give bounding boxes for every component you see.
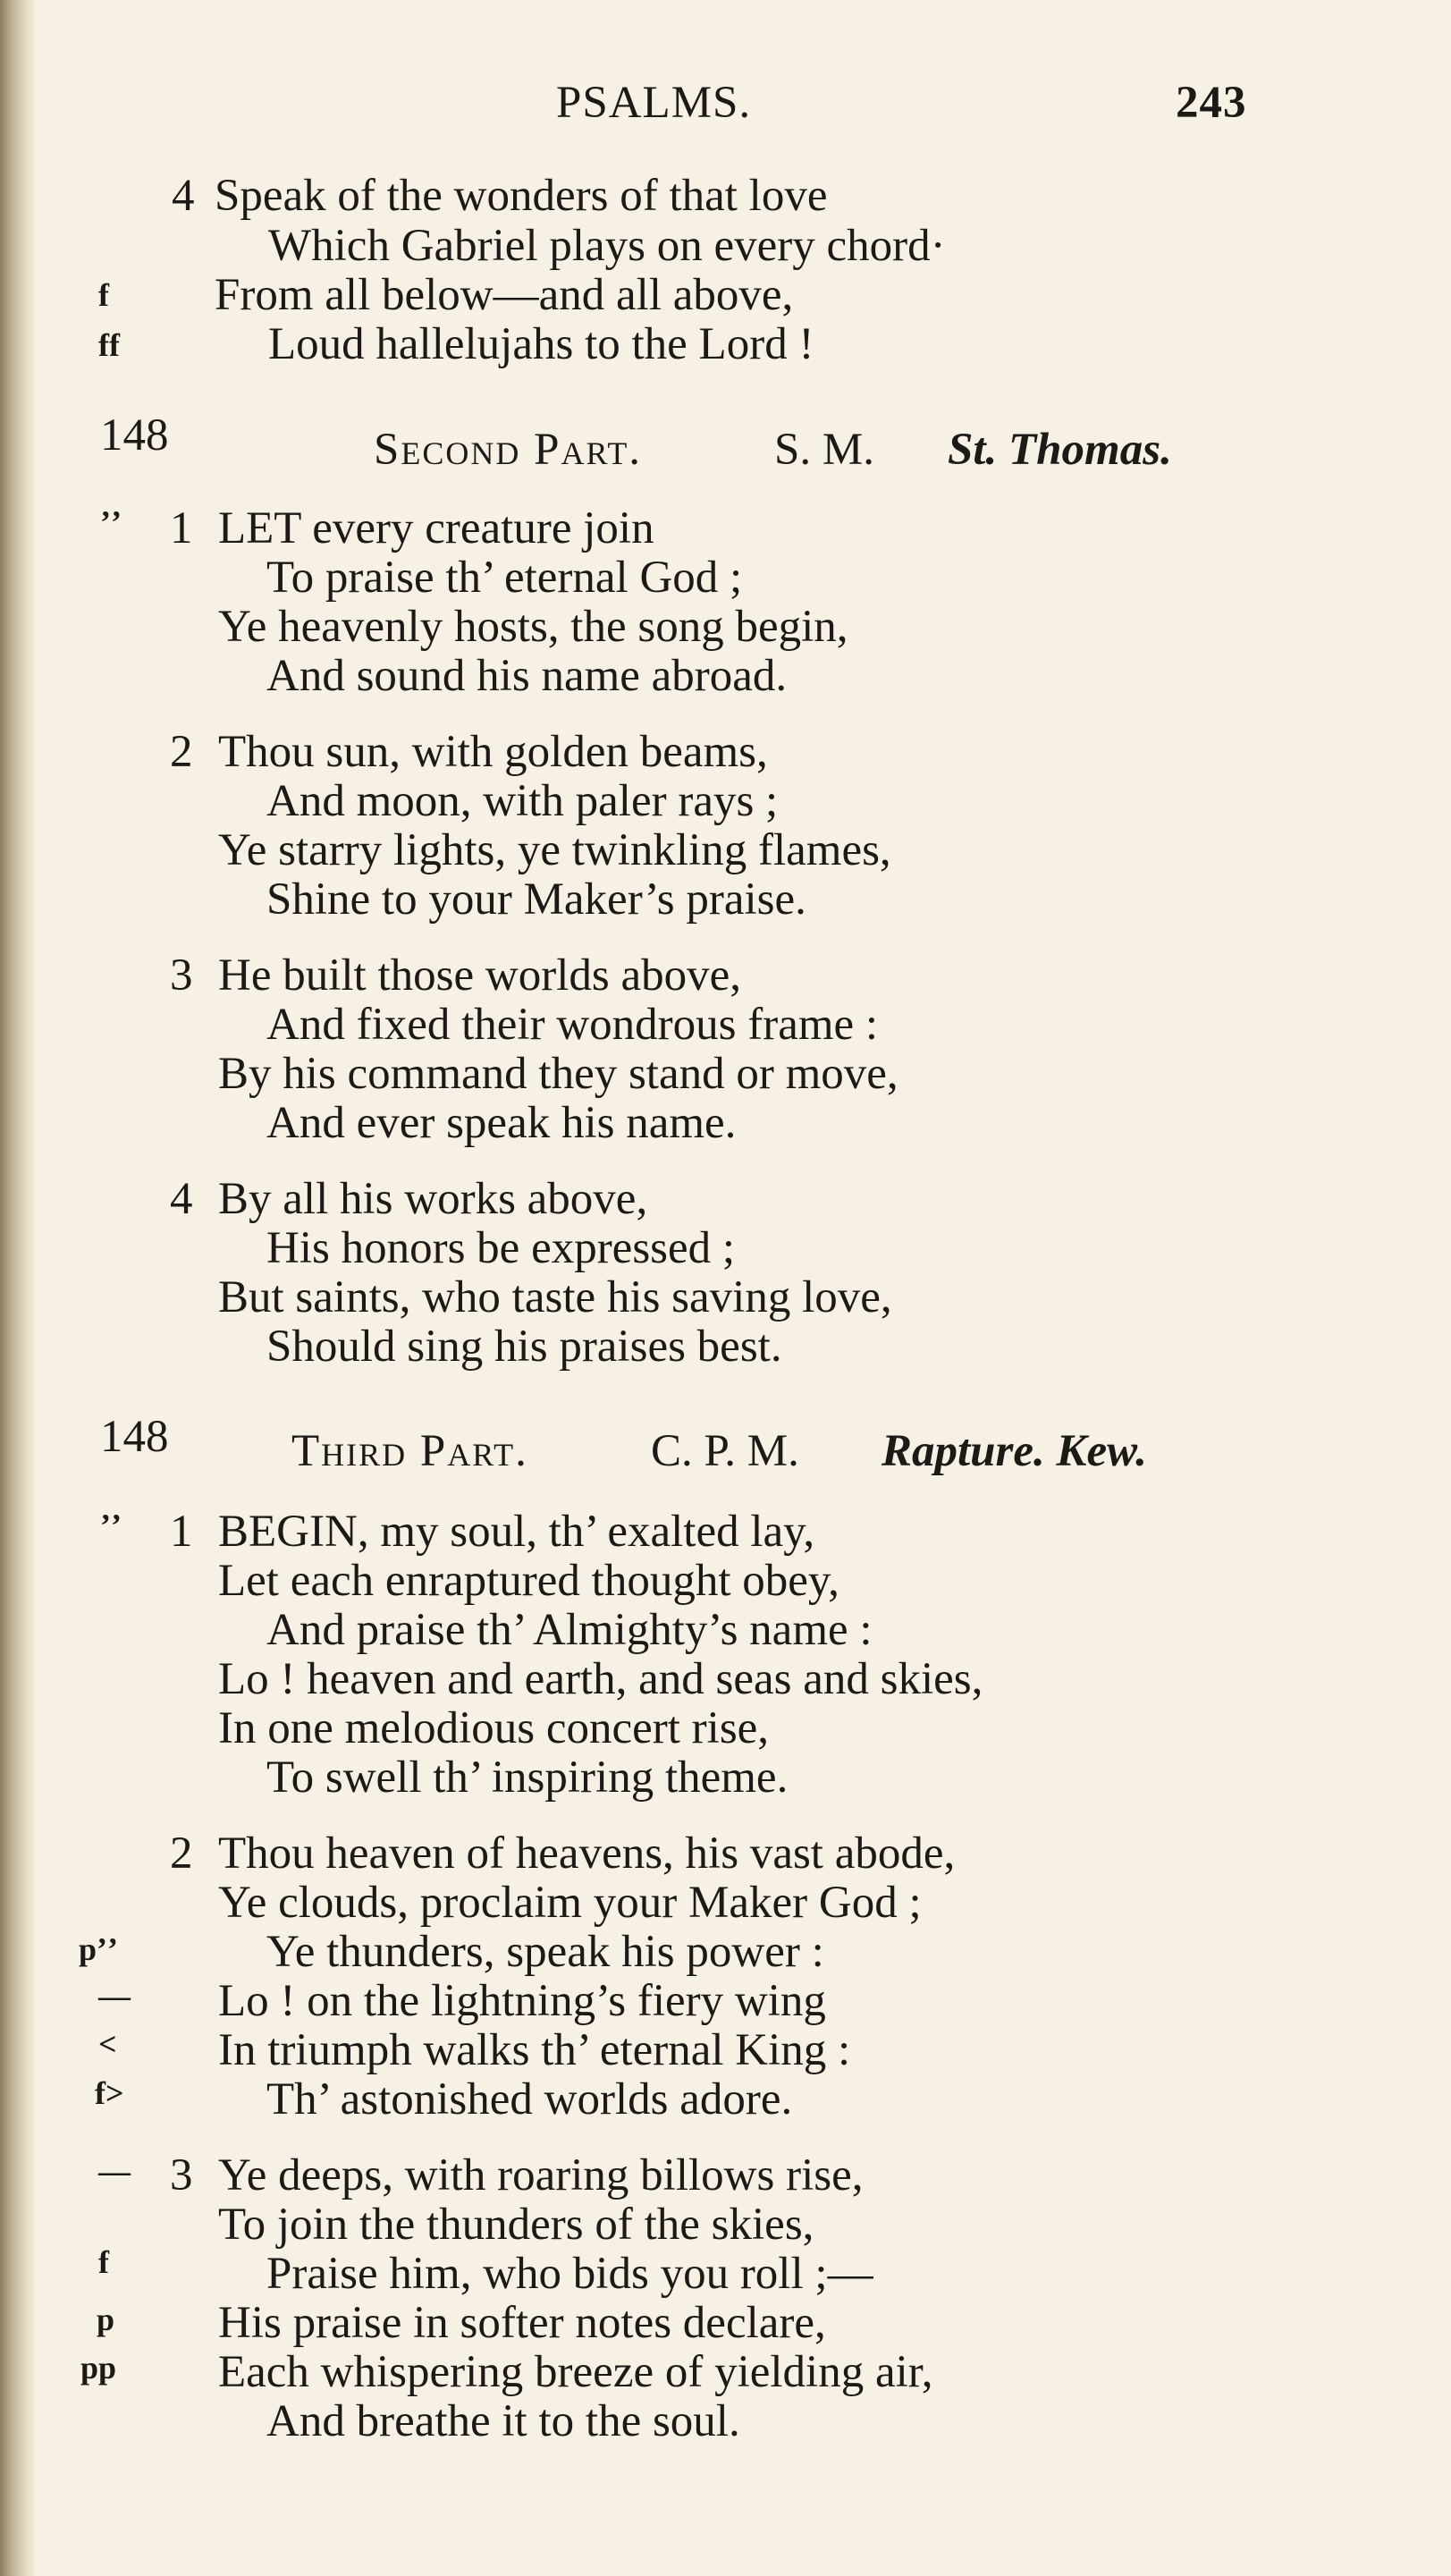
verse-number: 4: [170, 1174, 193, 1224]
dynamic-mark: ff: [98, 327, 120, 363]
verse-line: Shine to your Maker’s praise.: [266, 874, 806, 925]
verse-line: His honors be expressed ;: [266, 1223, 736, 1273]
verse-number: 1: [170, 503, 193, 553]
verse-line: Each whispering breeze of yielding air,: [218, 2347, 933, 2397]
verse-line: Praise him, who bids you roll ;—: [266, 2249, 873, 2299]
verse-number: 2: [170, 1829, 193, 1879]
verse-line: Ye deeps, with roaring billows rise,: [218, 2150, 864, 2200]
dynamic-mark: pp: [80, 2350, 117, 2386]
verse-line: Ye thunders, speak his power :: [266, 1927, 824, 1977]
dynamic-mark: —: [98, 2153, 131, 2189]
verse-line: His praise in softer notes declare,: [218, 2298, 826, 2348]
verse-line: By all his works above,: [218, 1174, 648, 1224]
verse-line: And moon, with paler rays ;: [266, 776, 779, 826]
hymn-part: Third Part.: [291, 1426, 528, 1476]
verse-line: And breathe it to the soul.: [266, 2396, 740, 2446]
dynamic-mark: ʼʼ: [100, 504, 122, 540]
verse-line: BEGIN, my soul, th’ exalted lay,: [218, 1507, 815, 1557]
verse-line: Speak of the wonders of that love: [215, 171, 828, 221]
verse-line: Should sing his praises best.: [266, 1322, 782, 1372]
verse-line: In triumph walks th’ eternal King :: [218, 2025, 851, 2075]
verse-line: Lo ! on the lightning’s fiery wing: [218, 1976, 826, 2026]
hymn-meter: C. P. M.: [651, 1426, 799, 1476]
dynamic-mark: pʼʼ: [79, 1931, 118, 1967]
verse-line: And praise th’ Almighty’s name :: [266, 1605, 873, 1655]
verse-line: To join the thunders of the skies,: [218, 2200, 814, 2250]
verse-line: Loud hallelujahs to the Lord !: [268, 319, 814, 369]
verse-line: Ye clouds, proclaim your Maker God ;: [218, 1878, 922, 1928]
hymn-meter: S. M.: [774, 425, 874, 475]
verse-line: Th’ astonished worlds adore.: [266, 2074, 793, 2124]
verse-line: To praise th’ eternal God ;: [266, 553, 743, 603]
verse-line: Ye heavenly hosts, the song begin,: [218, 602, 848, 652]
verse-line: From all below—and all above,: [215, 270, 794, 320]
book-spine-shadow: [0, 0, 30, 2576]
dynamic-mark: —: [98, 1978, 131, 2014]
verse-line: LET every creature join: [218, 503, 654, 553]
verse-line: Thou sun, with golden beams,: [218, 727, 768, 777]
verse-line: And fixed their wondrous frame :: [266, 1000, 879, 1050]
page-gutter: [30, 0, 36, 2576]
verse-line: Lo ! heaven and earth, and seas and skies,: [218, 1654, 983, 1704]
hymn-tune: St. Thomas.: [948, 425, 1172, 475]
verse-number: 3: [170, 2150, 193, 2200]
verse-line: Thou heaven of heavens, his vast abode,: [218, 1829, 956, 1879]
verse-line: He built those worlds above,: [218, 950, 741, 1001]
dynamic-mark: f: [98, 2244, 109, 2280]
verse-line: By his command they stand or move,: [218, 1049, 898, 1099]
hymn-number: 148: [100, 1412, 169, 1462]
verse-line: But saints, who taste his saving love,: [218, 1272, 892, 1322]
verse-line: Which Gabriel plays on every chord·: [268, 221, 946, 271]
verse-number: 2: [170, 727, 193, 777]
verse-line: Ye starry lights, ye twinkling flames,: [218, 825, 891, 875]
verse-line: And sound his name abroad.: [266, 651, 788, 701]
verse-number: 3: [170, 950, 193, 1001]
verse-line: To swell th’ inspiring theme.: [266, 1753, 789, 1803]
verse-number: 1: [170, 1507, 193, 1557]
dynamic-mark: <: [98, 2026, 117, 2062]
hymn-number: 148: [100, 410, 169, 460]
dynamic-mark: f>: [95, 2075, 124, 2111]
hymn-part: Second Part.: [374, 425, 643, 475]
running-title: PSALMS.: [556, 78, 752, 128]
verse-line: And ever speak his name.: [266, 1098, 737, 1148]
dynamic-mark: f: [98, 277, 109, 313]
hymn-tune: Rapture. Kew.: [882, 1426, 1148, 1476]
dynamic-mark: ʼʼ: [100, 1508, 122, 1543]
page-number: 243: [1176, 78, 1247, 128]
dynamic-mark: p: [97, 2302, 115, 2337]
verse-line: Let each enraptured thought obey,: [218, 1556, 839, 1606]
verse-line: In one melodious concert rise,: [218, 1703, 770, 1753]
verse-number: 4: [172, 171, 195, 221]
